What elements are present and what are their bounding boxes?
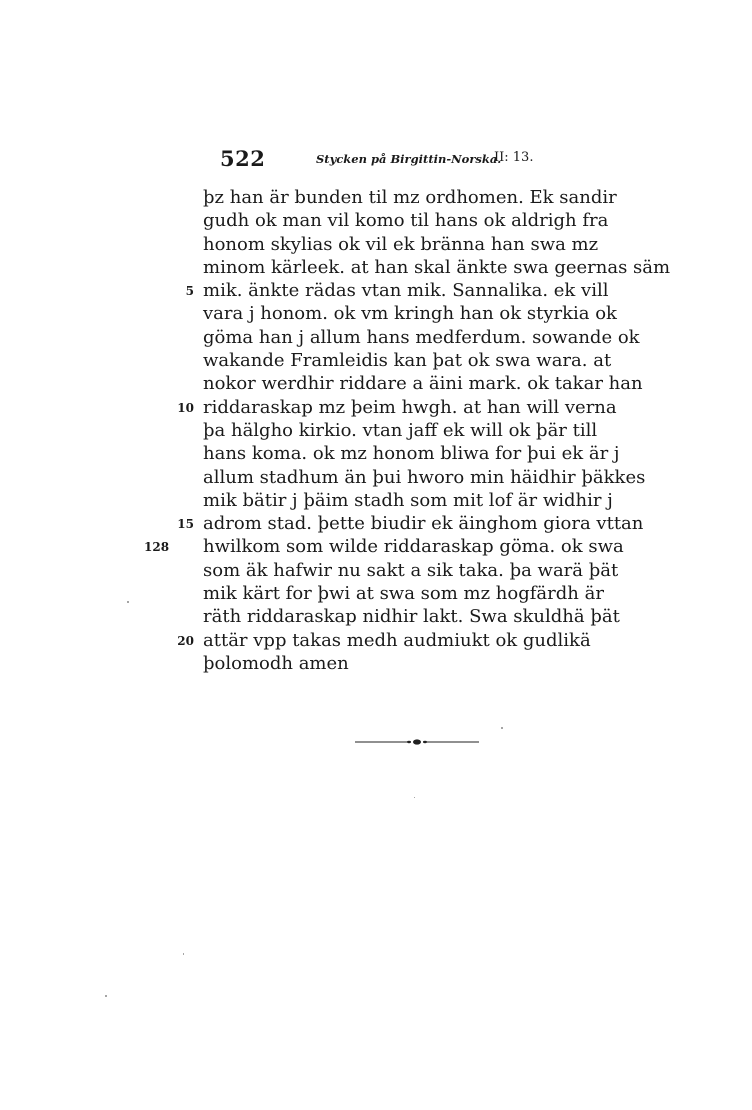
text-line <box>203 349 612 372</box>
line-number: 15 <box>177 517 194 532</box>
line-text: mik. änkte rädas vtan mik. Sannalika. ek vill <box>203 280 609 302</box>
text-line <box>203 209 609 232</box>
running-title: Stycken på Birgittin-Norska. <box>316 152 502 166</box>
line-text: göma han j allum hans medferdum. sowande ok <box>203 326 640 348</box>
text-line <box>203 186 617 209</box>
text-line <box>203 302 617 325</box>
line-text: þz han är bunden til mz ordhomen. Ek sandir <box>203 187 617 208</box>
paper-speck <box>105 995 107 997</box>
text-line <box>203 466 646 489</box>
line-text: minom kärleek. at han skal änkte swa geernas säm <box>203 256 671 278</box>
line-text: hans koma. ok mz honom bliwa for þui ek är j <box>203 443 620 465</box>
line-number: 20 <box>177 633 194 648</box>
line-text: adrom stad. þette biudir ek äinghom giora vttan <box>203 513 644 535</box>
text-line <box>203 326 640 349</box>
line-text: nokor werdhir riddare a äini mark. ok takar han <box>203 373 643 395</box>
line-text: honom skylias ok vil ek bränna han swa mz <box>203 233 599 255</box>
running-header <box>220 146 560 176</box>
text-line <box>203 442 620 465</box>
text-line <box>177 629 591 652</box>
text-line <box>203 419 598 442</box>
text-line <box>185 279 609 302</box>
text-line <box>203 582 604 605</box>
text-line <box>177 512 644 535</box>
text-line <box>144 535 624 558</box>
line-text: þolomodh amen <box>203 652 349 674</box>
line-text: som äk hafwir nu sakt a sik taka. þa warä þät <box>203 559 619 581</box>
line-text: wakande Framleidis kan þat ok swa wara. at <box>203 350 612 372</box>
end-ornament <box>355 738 479 746</box>
line-text: gudh ok man vil komo til hans ok aldrigh fra <box>203 210 609 232</box>
line-number: 10 <box>177 400 194 415</box>
paper-speck <box>501 727 503 729</box>
section-reference: II: 13. <box>494 150 534 165</box>
text-line <box>203 233 599 256</box>
line-text: attär vpp takas medh audmiukt ok gudlikä <box>203 629 591 651</box>
line-text: hwilkom som wilde riddaraskap göma. ok swa <box>203 536 624 558</box>
line-text: mik kärt for þwi at swa som mz hogfärdh är <box>203 583 604 605</box>
paper-speck <box>127 601 129 603</box>
text-line <box>203 256 671 279</box>
line-text: riddaraskap mz þeim hwgh. at han will verna <box>203 396 617 418</box>
line-text: allum stadhum än þui hworo min häidhir þäkkes <box>203 466 646 488</box>
line-text: vara j honom. ok vm kringh han ok styrkia ok <box>203 303 617 325</box>
line-text: mik bätir j þäim stadh som mit lof är widhir j <box>203 489 613 511</box>
line-text: þa hälgho kirkio. vtan jaff ek will ok þär till <box>203 419 598 441</box>
paper-speck <box>183 953 184 955</box>
text-line <box>203 559 619 582</box>
line-text: räth riddaraskap nidhir lakt. Swa skuldhä þät <box>203 606 620 628</box>
text-line <box>203 605 620 628</box>
margin-reference: 128 <box>144 540 170 555</box>
text-line <box>203 372 643 395</box>
text-line <box>177 396 617 419</box>
text-line <box>203 652 543 675</box>
page-number: 522 <box>220 146 266 171</box>
body-text <box>144 186 671 675</box>
line-number: 5 <box>185 284 194 299</box>
paper-speck <box>414 797 415 798</box>
text-line <box>203 489 613 512</box>
